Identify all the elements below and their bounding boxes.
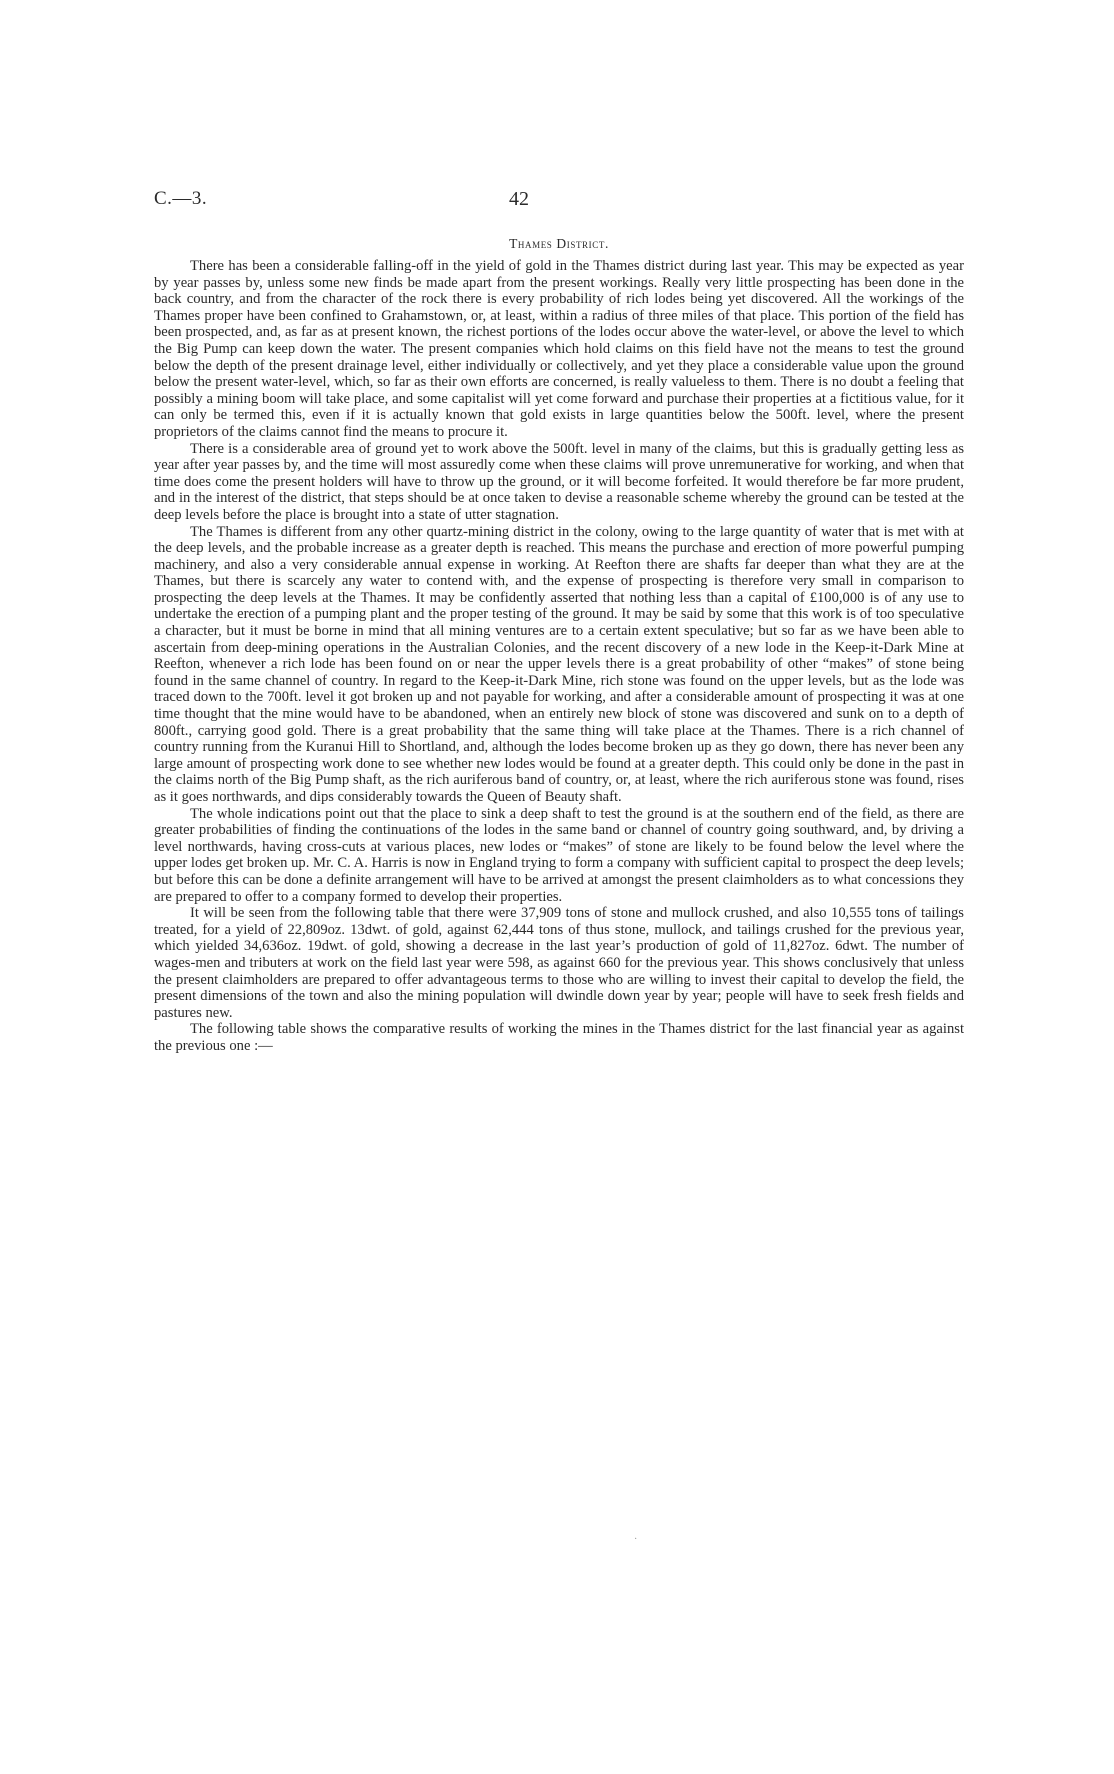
document-reference: C.—3.: [154, 188, 208, 209]
section-heading: Thames District.: [509, 236, 609, 251]
paragraph: The whole indications point out that the place to sink a deep shaft to test the ground is at the southern end of the field, as there are greater probabilities of finding the continuations of the lodes in the same band or channel of country going southward, and, by driving a level northwards, having cross-cuts at various places, new lodes or “makes” of stone are likely to be found below the level where the upper lodes get broken up. Mr. C. A. Harris is now in England trying to form a company with sufficient capital to prospect the deep levels; but before this can be done a definite arrangement will have to be arrived at amongst the present claimholders as to what concessions they are prepared to offer to a company formed to develop their properties.: [154, 805, 964, 905]
body-text: [154, 258, 964, 1055]
paragraph: There has been a considerable falling-off in the yield of gold in the Thames district during last year. This may be expected as year by year passes by, unless some new finds be made apart from the present workings. Really very little prospecting has been done in the back country, and from the character of the rock there is every probability of rich lodes being yet discovered. All the workings of the Thames proper have been confined to Grahamstown, or, at least, within a radius of three miles of that place. This portion of the field has been prospected, and, as far as at present known, the richest portions of the lodes occur above the water-level, or above the level to which the Big Pump can keep down the water. The present companies which hold claims on this field have not the means to test the ground below the depth of the present drainage level, either individually or collectively, and yet they place a considerable value upon the ground below the present water-level, which, so far as their own efforts are concerned, is really valueless to them. There is no doubt a feeling that possibly a mining boom will take place, and some capitalist will yet come forward and purchase their properties at a fictitious value, for it can only be termed this, even if it is actually known that gold exists in large quantities below the 500ft. level, where the present proprietors of the claims cannot find the means to procure it.: [154, 258, 964, 440]
page-number: 42: [509, 188, 529, 210]
paragraph: The following table shows the comparative results of working the mines in the Thames district for the last financial year as against the previous one :—: [154, 1021, 964, 1054]
page-header: [154, 188, 964, 218]
stray-print-mark: ·: [634, 1534, 638, 1545]
paragraph: It will be seen from the following table that there were 37,909 tons of stone and mullock crushed, and also 10,555 tons of tailings treated, for a yield of 22,809oz. 13dwt. of gold, against 62,444 tons of thus stone, mullock, and tailings crushed for the previous year, which yielded 34,636oz. 19dwt. of gold, showing a decrease in the last year’s production of gold of 11,827oz. 6dwt. The number of wages-men and tributers at work on the field last year were 598, as against 660 for the previous year. This shows conclusively that unless the present claimholders are prepared to offer advantageous terms to those who are willing to invest their capital to develop the field, the present dimensions of the town and also the mining population will dwindle down year by year; people will have to seek fresh fields and pastures new.: [154, 905, 964, 1021]
paragraph: There is a considerable area of ground yet to work above the 500ft. level in many of the claims, but this is gradually getting less as year after year passes by, and the time will most assuredly come when these claims will prove unremunerative for working, and when that time does come the present holders will have to throw up the ground, or it will become forfeited. It would therefore be far more prudent, and in the interest of the district, that steps should be at once taken to devise a reasonable scheme whereby the ground can be tested at the deep levels before the place is brought into a state of utter stagnation.: [154, 440, 964, 523]
paragraph: The Thames is different from any other quartz-mining district in the colony, owing to the large quantity of water that is met with at the deep levels, and the probable increase as a greater depth is reached. This means the purchase and erection of more powerful pumping machinery, and also a very considerable annual expense in working. At Reefton there are shafts far deeper than what they are at the Thames, but there is scarcely any water to contend with, and the expense of prospecting is therefore very small in comparison to prospecting the deep levels at the Thames. It may be confidently asserted that nothing less than a capital of £100,000 is of any use to undertake the erection of a pumping plant and the proper testing of the ground. It may be said by some that this work is of too speculative a character, but it must be borne in mind that all mining ventures are to a certain extent speculative; but so far as we have been able to ascertain from deep-mining operations in the Australian Colonies, and the recent discovery of a new lode in the Keep-it-Dark Mine at Reefton, whenever a rich lode has been found on or near the upper levels there is a great probability of other “makes” of stone being found in the same channel of country. In regard to the Keep-it-Dark Mine, rich stone was found on the upper levels, but as the lode was traced down to the 700ft. level it got broken up and not payable for working, and after a considerable amount of prospecting it was at one time thought that the mine would have to be abandoned, when an entirely new block of stone was discovered and sunk on to a depth of 800ft., carrying good gold. There is a great probability that the same thing will take place at the Thames. There is a rich channel of country running from the Kuranui Hill to Shortland, and, although the lodes become broken up as they go down, there has never been any large amount of prospecting work done to see whether new lodes would be found at a greater depth. This could only be done in the past in the claims north of the Big Pump shaft, as the rich auriferous band of country, or, at least, where the rich auriferous stone was found, rises as it goes northwards, and dips considerably towards the Queen of Beauty shaft.: [154, 523, 964, 805]
